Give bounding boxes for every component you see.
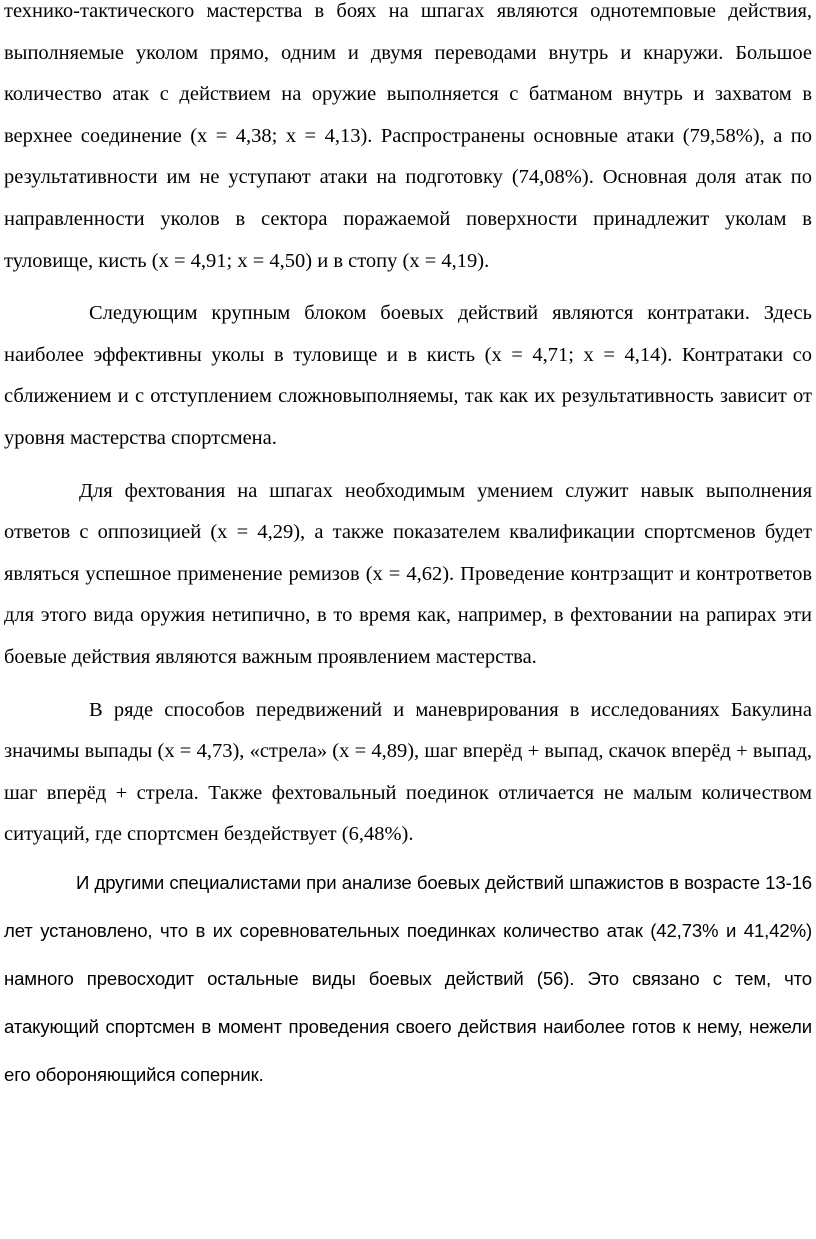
paragraph-ripostes: Для фехтования на шпагах необходимым умением служит навык выполнения ответов с оппозицией (x = 4,29), а также показателем квалификации спортсменов будет являться успешное применение ремизов (x = 4,62). Проведение контрзащит и контрответов для этого вида оружия нетипично, в то время как, например, в фехтовании на рапирах эти боевые действия являются важным проявлением мастерства.: [4, 479, 812, 668]
paragraph-counterattacks: Следующим крупным блоком боевых действий являются контратаки. Здесь наиболее эффективны уколы в туловище и в кисть (x = 4,71; x = 4,14). Контратаки со сближением и с отступлением сложновыполняемы, так как их результативность зависит от уровня мастерства спортсмена.: [4, 302, 812, 449]
paragraph-technical-mastery: технико-тактического мастерства в боях на шпагах являются однотемповые действия, выполняемые уколом прямо, одним и двумя переводами внутрь и кнаружи. Большое количество атак с действием на оружие выполняется с батманом внутрь и захватом в верхнее соединение (x = 4,38; x = 4,13). Распространены основные атаки (79,58%), а по результативности им не уступают атаки на подготовку (74,08%). Основная доля атак по направленности уколов в сектора поражаемой поверхности принадлежит уколам в туловище, кисть (x = 4,91; x = 4,50) и в стопу (x = 4,19).: [4, 0, 812, 272]
paragraph-other-specialists: И другими специалистами при анализе боевых действий шпажистов в возрасте 13-16 лет установлено, что в их соревновательных поединках количество атак (42,73% и 41,42%) намного превосходит остальные виды боевых действий (56). Это связано с тем, что атакующий спортсмен в момент проведения своего действия наиболее готов к нему, нежели его обороняющийся соперник.: [4, 871, 812, 1085]
paragraph-footwork: В ряде способов передвижений и маневрирования в исследованиях Бакулина значимы выпады (x = 4,73), «стрела» (x = 4,89), шаг вперёд + выпад, скачок вперёд + выпад, шаг вперёд + стрела. Также фехтовальный поединок отличается не малым количеством ситуаций, где спортсмен бездействует (6,48%).: [4, 698, 812, 846]
